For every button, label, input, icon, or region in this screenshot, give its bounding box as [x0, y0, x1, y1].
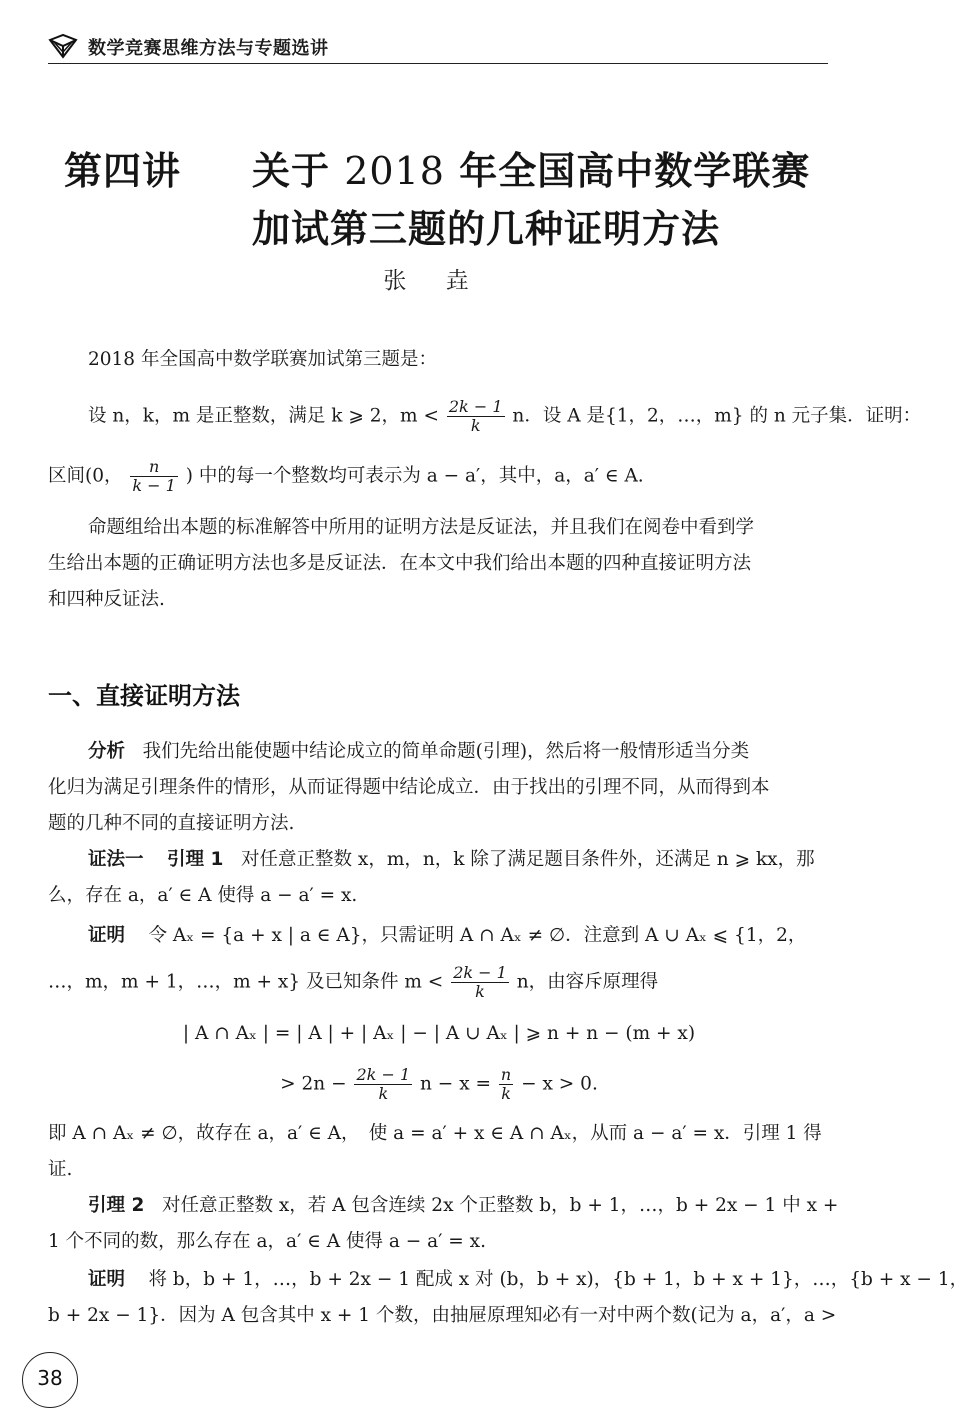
fraction	[354, 1066, 412, 1103]
title-line-2: 加试第三题的几种证明方法	[252, 207, 721, 251]
running-title: 数学竞赛思维方法与专题选讲	[88, 38, 329, 59]
proof-line: 证.	[48, 1159, 73, 1180]
header-rule	[48, 63, 828, 64]
problem-line-1	[48, 397, 922, 435]
text-span: 令 Aₓ = {a + x | a ∈ A}，只需证明 A ∩ Aₓ ≠ ∅．注意到 A ∪ Aₓ ⩽ {1，2，	[148, 925, 807, 946]
text-span: n − x =	[420, 1073, 492, 1095]
folded-paper-logo-icon	[48, 32, 78, 60]
text-span: …，m，m + 1，…，m + x} 及已知条件 m <	[48, 971, 444, 993]
lemma1-line: 么，存在 a，a′ ∈ A 使得 a − a′ = x.	[48, 885, 358, 906]
lemma2-line	[48, 1192, 870, 1220]
title-line-1	[252, 140, 810, 195]
fraction	[451, 964, 509, 1001]
lecture-number: 第四讲	[64, 149, 182, 193]
method-label: 证法一	[88, 849, 144, 870]
fraction-denominator: k	[470, 416, 481, 435]
paragraph-line: 生给出本题的正确证明方法也多是反证法．在本文中我们给出本题的四种直接证明方法	[48, 553, 752, 574]
text-span: n，由容斥原理得	[516, 971, 659, 993]
text-span: 区间(0，	[48, 465, 123, 487]
page-number: 38	[37, 1366, 63, 1390]
lemma-label: 引理 1	[167, 849, 224, 870]
running-header	[48, 30, 828, 64]
fraction-numerator: 2k − 1	[453, 963, 507, 982]
fraction-numerator: 2k − 1	[448, 397, 503, 416]
fraction-numerator: 2k − 1	[356, 1065, 411, 1084]
analysis-line: 题的几种不同的直接证明方法.	[48, 813, 295, 834]
fraction	[447, 398, 505, 435]
fraction-denominator: k	[378, 1084, 389, 1103]
fraction-denominator: k	[501, 1084, 511, 1103]
fraction-denominator: k − 1	[132, 476, 176, 495]
title-part: 关于	[252, 149, 331, 193]
text-span: n．设 A 是{1，2，…，m} 的 n 元子集．证明：	[512, 405, 922, 427]
analysis-line: 化归为满足引理条件的情形，从而证得题中结论成立．由于找出的引理不同，从而得到本	[48, 777, 770, 798]
analysis-label: 分析	[88, 741, 126, 762]
fraction	[130, 458, 177, 495]
proof-line	[48, 922, 870, 950]
analysis-line	[48, 738, 870, 766]
text-span: 设 n，k，m 是正整数，满足 k ⩾ 2，m <	[88, 405, 439, 427]
proof-line: b + 2x − 1}．因为 A 包含其中 x + 1 个数，由抽屉原理知必有一对中两个数(记为 a，a′，a >	[48, 1305, 837, 1326]
fraction-numerator: n	[130, 458, 177, 477]
proof-line	[48, 1266, 968, 1294]
intro-line: 2018 年全国高中数学联赛加试第三题是：	[88, 349, 437, 370]
text-span: ) 中的每一个整数均可表示为 a − a′，其中，a，a′ ∈ A.	[185, 465, 644, 487]
lemma1-line	[48, 846, 870, 874]
paragraph-line: 和四种反证法.	[48, 589, 165, 610]
text-span: 对任意正整数 x，若 A 包含连续 2x 个正整数 b，b + 1，…，b + 2x − 1 中 x +	[161, 1195, 839, 1216]
text-span: > 2n −	[280, 1073, 347, 1095]
title-part: 年全国高中数学联赛	[459, 149, 811, 193]
equation-line-2	[48, 1066, 830, 1103]
lemma2-line: 1 个不同的数，那么存在 a，a′ ∈ A 使得 a − a′ = x.	[48, 1231, 486, 1252]
author-name: 张 垚	[383, 268, 485, 294]
title-year: 2018	[344, 149, 445, 193]
proof-line: 即 A ∩ Aₓ ≠ ∅，故存在 a，a′ ∈ A， 使 a = a′ + x ∈ A ∩ Aₓ，从而 a − a′ = x．引理 1 得	[48, 1123, 822, 1144]
text-span: − x > 0.	[521, 1073, 598, 1095]
fraction-numerator: n	[500, 1065, 512, 1084]
lemma-label: 引理 2	[88, 1195, 145, 1216]
text-span: 对任意正整数 x，m，n，k 除了满足题目条件外，还满足 n ⩾ kx，那	[241, 849, 815, 870]
proof-line	[48, 964, 830, 1001]
problem-line-2	[48, 458, 830, 495]
fraction	[499, 1066, 513, 1103]
section-heading: 一、直接证明方法	[48, 682, 240, 710]
text-span: 将 b，b + 1，…，b + 2x − 1 配成 x 对 (b，b + x)，{b + 1，b + x + 1}，…，{b + x − 1，	[148, 1269, 968, 1290]
equation-line-1: | A ∩ Aₓ | = | A | + | Aₓ | − | A ∪ Aₓ | ⩾ n + n − (m + x)	[182, 1023, 696, 1044]
proof-label: 证明	[88, 1269, 126, 1290]
proof-label: 证明	[88, 925, 126, 946]
paragraph-line: 命题组给出本题的标准解答中所用的证明方法是反证法，并且我们在阅卷中看到学	[88, 517, 755, 538]
text-span: 我们先给出能使题中结论成立的简单命题(引理)，然后将一般情形适当分类	[142, 741, 750, 762]
fraction-denominator: k	[475, 982, 485, 1001]
